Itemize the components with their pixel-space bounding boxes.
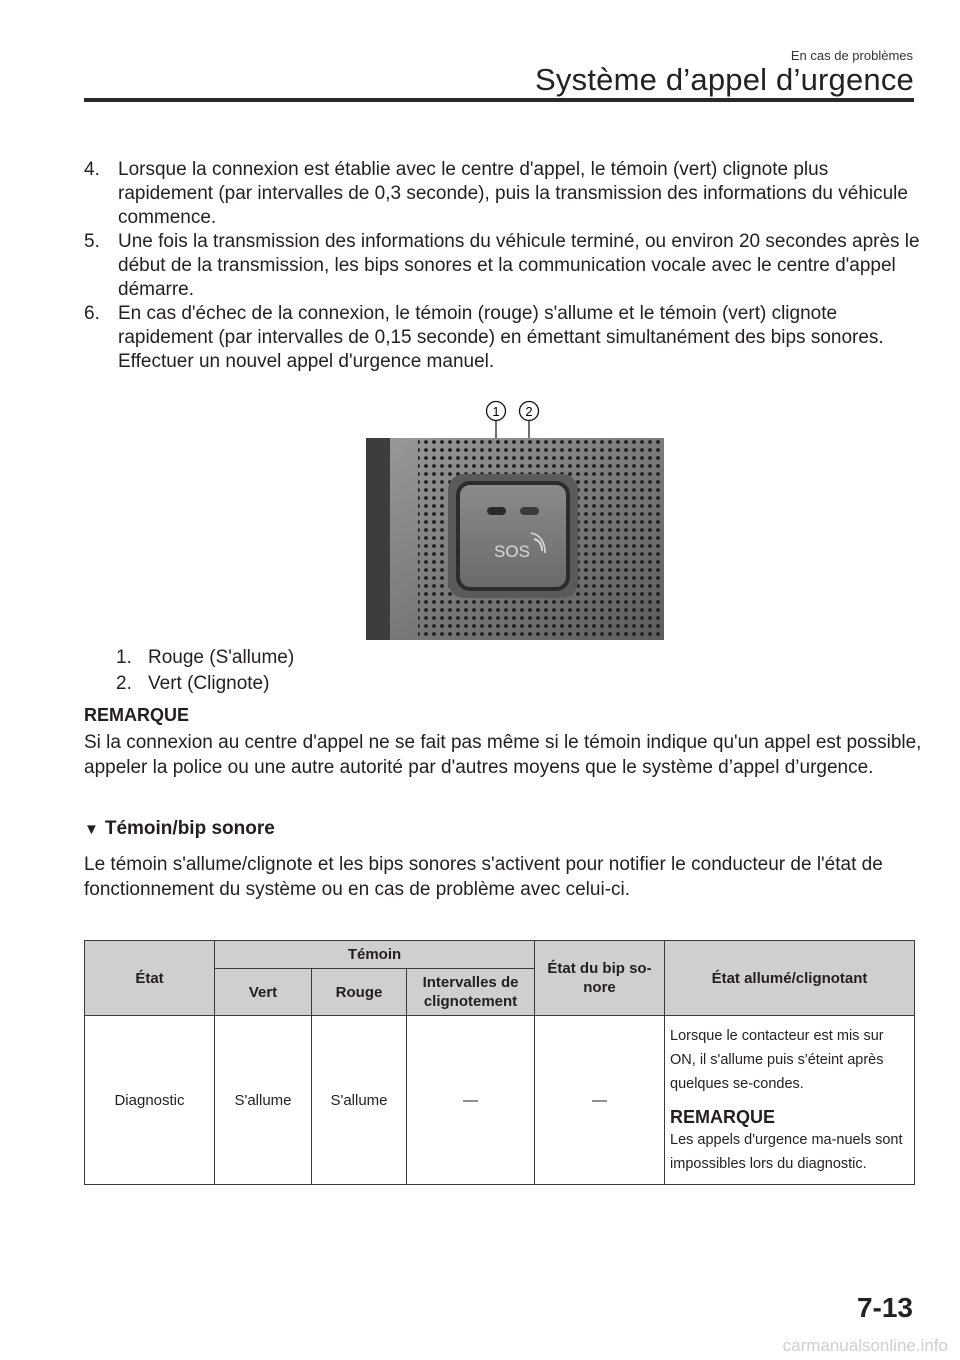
steps-list (84, 158, 924, 374)
header-section: En cas de problèmes (790, 48, 913, 63)
step-text: Lorsque la connexion est établie avec le centre d'appel, le témoin (vert) clignote plus rapidement (par intervalles de 0,3 seconde), puis la transmission des informations du véhicule commence. (118, 159, 908, 228)
note-heading: REMARQUE (84, 705, 190, 725)
green-indicator-led (520, 507, 539, 515)
cell-etat: Diagnostic (85, 1016, 215, 1185)
table-row (85, 1016, 915, 1185)
sos-button-illustration (366, 438, 664, 640)
legend-label: Rouge (S'allume) (148, 647, 295, 668)
callout-label-2: 2 (525, 404, 533, 419)
header-bip: État du bip so-nore (535, 941, 665, 1016)
cell-description (665, 1016, 915, 1185)
section-text: Le témoin s'allume/clignote et les bips sonores s'activent pour notifier le conducteur de l'état de fonctionnement du système ou en cas de problème avec celui-ci. (84, 854, 883, 900)
step-number: 5. (84, 231, 100, 252)
description-note-heading: REMARQUE (670, 1107, 776, 1127)
page-title: Système d’appel d’urgence (535, 62, 914, 97)
cell-intervalles: — (407, 1016, 535, 1185)
cell-vert: S'allume (215, 1016, 312, 1185)
section-heading (84, 818, 275, 840)
header-etat: État (85, 941, 215, 1016)
step-text: Une fois la transmission des informations du véhicule terminé, ou environ 20 secondes après le début de la transmission, les bips sonores et la communication vocale avec le centre d'appel démarre. (118, 231, 920, 300)
header-temoin: Témoin (215, 941, 535, 969)
legend-number: 2. (116, 673, 132, 694)
header-intervalles: Intervalles de clignotement (407, 969, 535, 1016)
step-text-extra: Effectuer un nouvel appel d'urgence manuel. (118, 351, 495, 372)
description-text: Lorsque le contacteur est mis sur ON, il s'allume puis s'éteint après quelques se-condes. (670, 1028, 884, 1092)
header-vert: Vert (215, 969, 312, 1016)
step-number: 6. (84, 303, 100, 324)
figure-legend (116, 645, 294, 697)
step-item (84, 302, 924, 374)
legend-item (116, 645, 294, 671)
cell-rouge: S'allume (312, 1016, 407, 1185)
cell-bip: — (535, 1016, 665, 1185)
section-heading-text: Témoin/bip sonore (104, 818, 275, 839)
step-item (84, 230, 924, 302)
header-allume: État allumé/clignotant (665, 941, 915, 1016)
legend-item (116, 671, 294, 697)
header-rouge: Rouge (312, 969, 407, 1016)
red-indicator-led (487, 507, 506, 515)
header-rule (84, 98, 914, 102)
step-number: 4. (84, 159, 100, 180)
legend-number: 1. (116, 647, 132, 668)
trim-edge (366, 438, 390, 640)
callout-label-1: 1 (492, 404, 500, 419)
legend-label: Vert (Clignote) (148, 673, 270, 694)
note-text: Si la connexion au centre d'appel ne se fait pas même si le témoin indique qu'un appel est possible, appeler la police ou une autre autorité par d'autres moyens que le système d’appel d’urgence. (84, 732, 922, 778)
watermark: carmanualsonline.info (782, 1336, 948, 1355)
description-note-text: Les appels d'urgence ma-nuels sont impossibles lors du diagnostic. (670, 1132, 903, 1172)
status-table (84, 940, 915, 1185)
sos-button (458, 483, 568, 589)
step-text: En cas d'échec de la connexion, le témoin (rouge) s'allume et le témoin (vert) clignote rapidement (par intervalles de 0,15 seconde) en émettant simultanément des bips sonores. (118, 303, 884, 348)
page-number: 7-13 (856, 1292, 913, 1323)
triangle-down-icon: ▼ (84, 821, 99, 838)
step-item (84, 158, 924, 230)
sos-label: SOS (494, 542, 530, 561)
